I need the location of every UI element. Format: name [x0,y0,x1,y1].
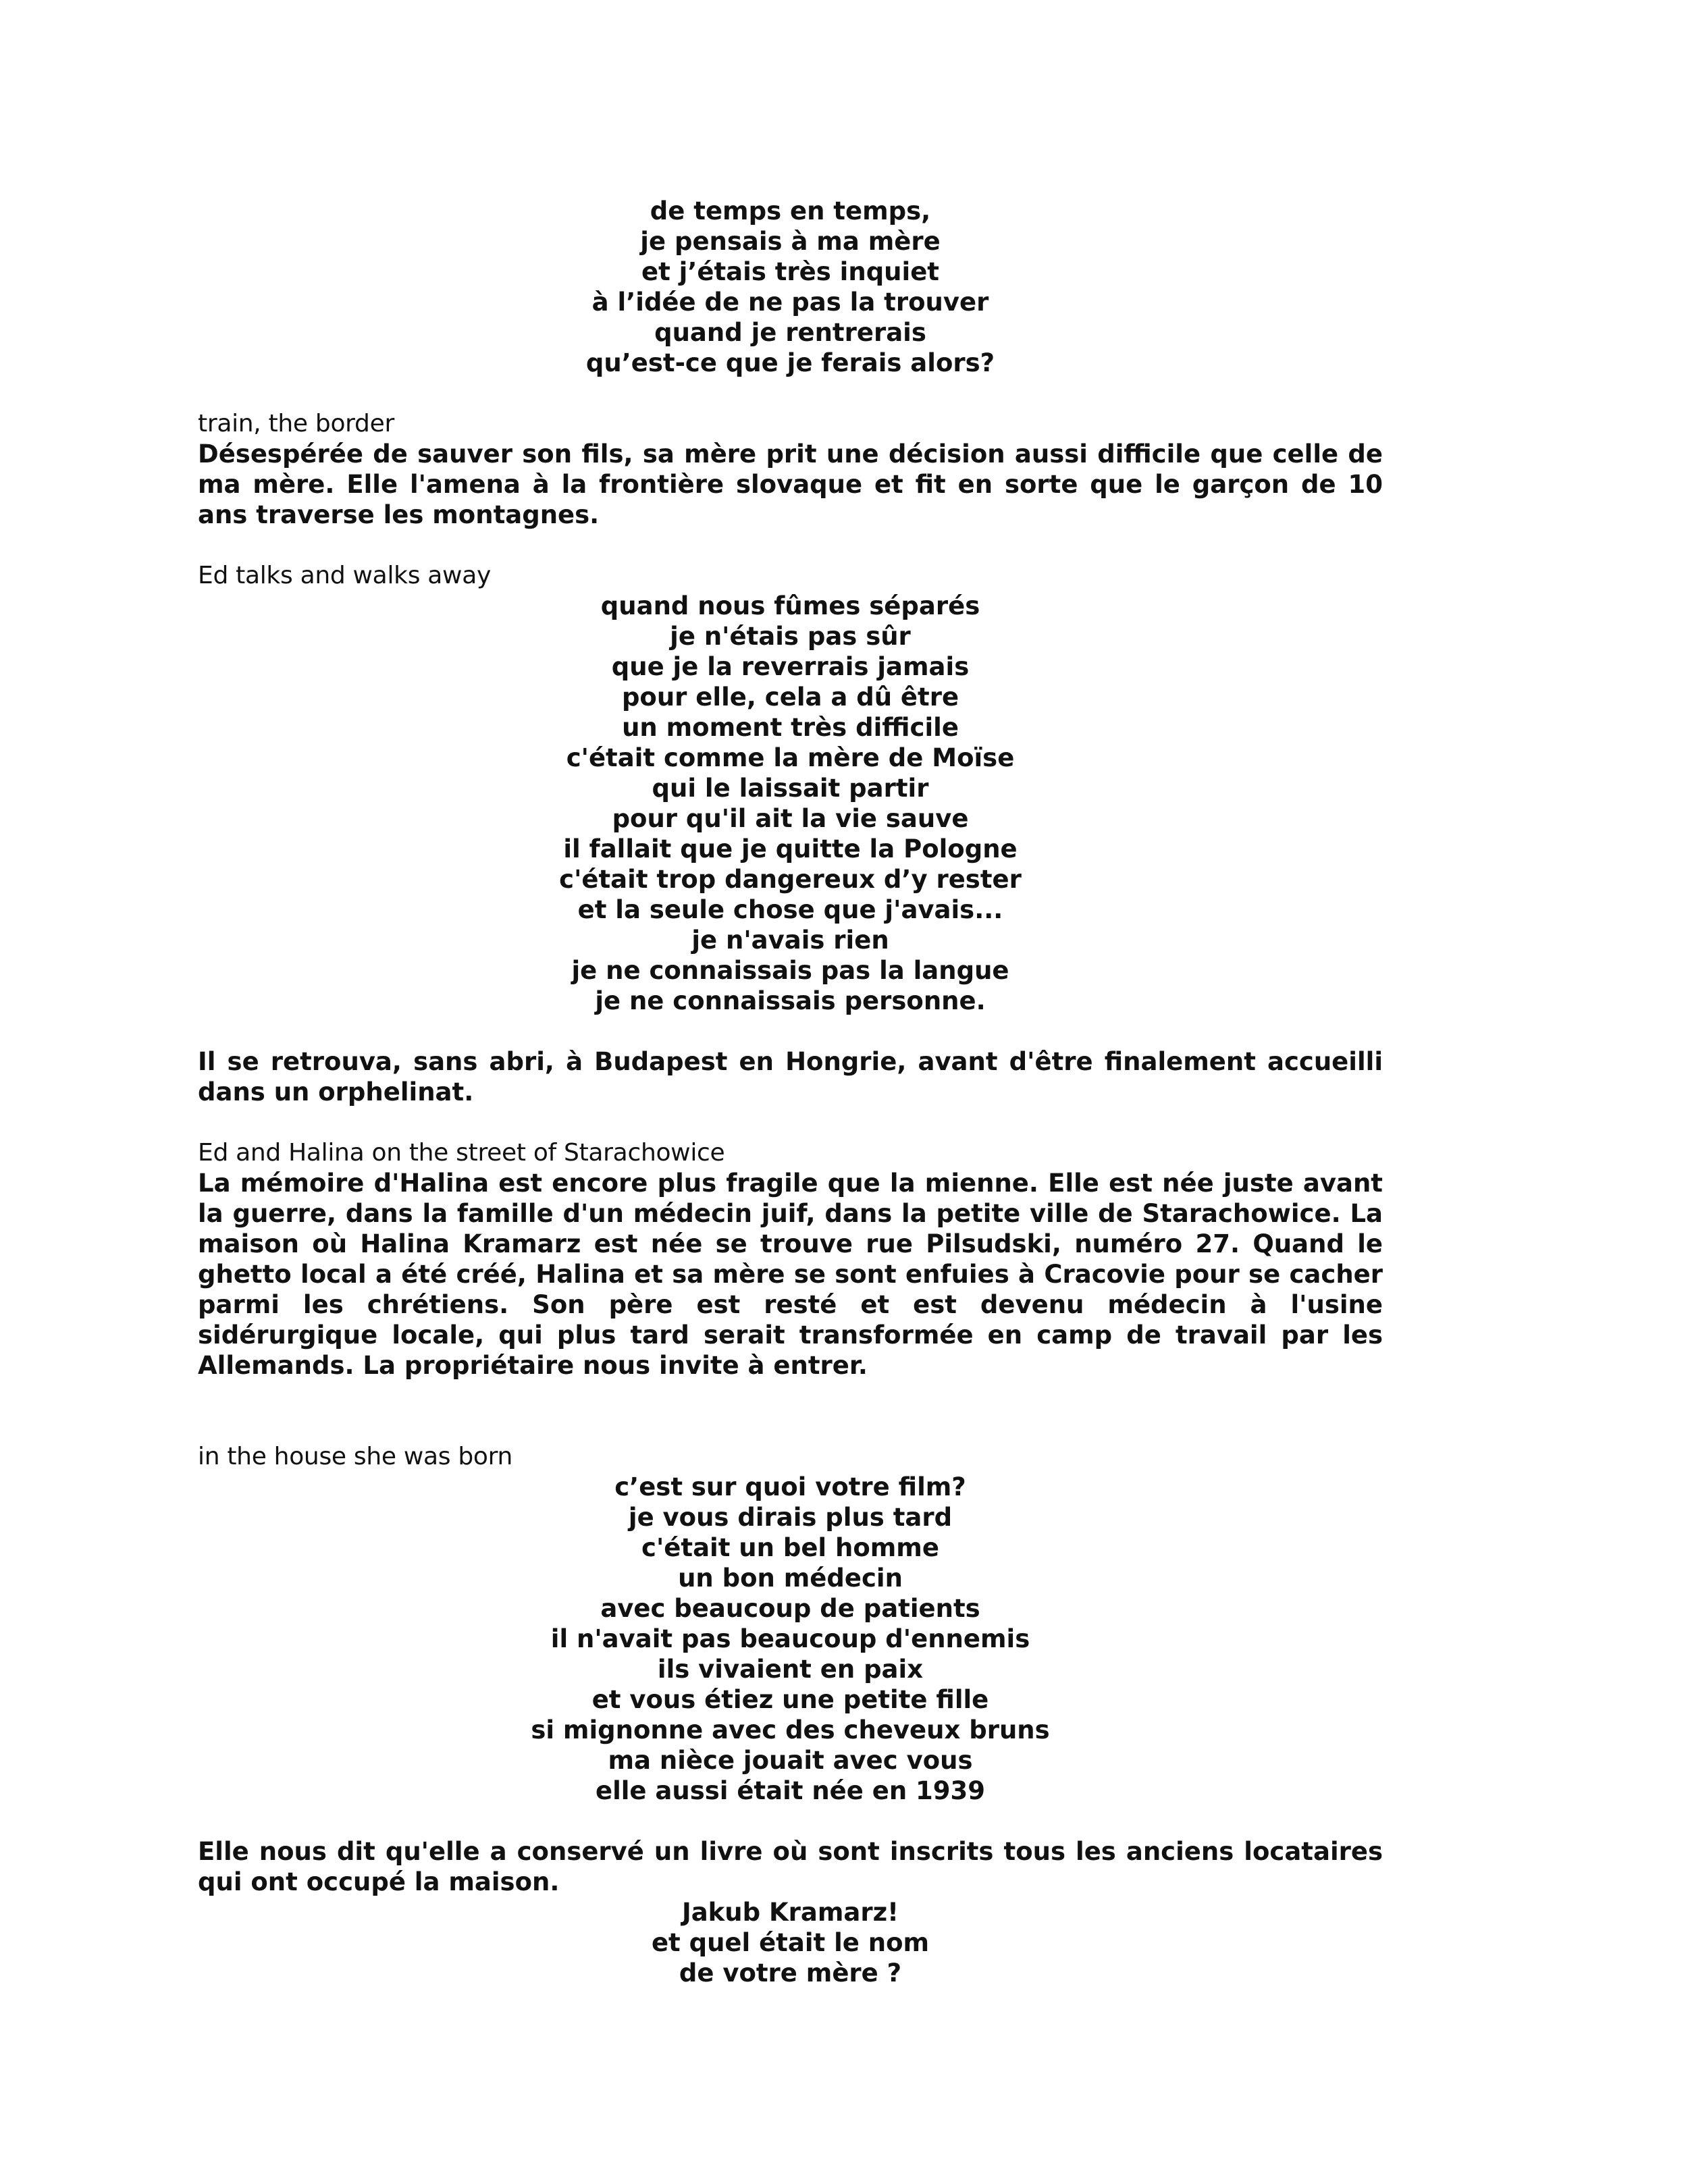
verse-line: un moment très difficile [622,713,959,742]
verse-line: ils vivaient en paix [657,1655,924,1684]
verse-line: et quel était le nom [651,1928,930,1957]
verse-line: je n'étais pas sûr [670,622,911,651]
verse-line: de temps en temps, [650,196,931,225]
verse-line: que je la reverrais jamais [611,652,970,681]
verse-block-1 [198,196,1383,378]
verse-line: pour elle, cela a dû être [621,683,959,712]
verse-line: qu’est-ce que je ferais alors? [585,348,995,377]
narration-paragraph-1: Désespérée de sauver son fils, sa mère prit une décision aussi difficile que celle de ma mère. Elle l'amena à la frontière slovaque et fit en sorte que le garçon de 10 ans traverse les montagnes. [198,440,1383,529]
verse-line: et j’étais très inquiet [641,257,939,286]
verse-line: qui le laissait partir [652,774,929,803]
scene-cue-train: train, the border [198,410,394,437]
verse-block-4 [198,1897,1383,1988]
verse-line: je vous dirais plus tard [628,1503,953,1532]
verse-line: si mignonne avec des cheveux bruns [531,1715,1050,1744]
scene-cue-starachowice-street: Ed and Halina on the street of Starachowice [198,1139,725,1167]
scene-cue-birth-house: in the house she was born [198,1443,513,1470]
verse-line: je ne connaissais pas la langue [571,956,1009,985]
scene-cue-ed-walks: Ed talks and walks away [198,562,491,589]
verse-line: il fallait que je quitte la Pologne [563,834,1018,863]
verse-line: je n'avais rien [691,926,889,955]
verse-line: Jakub Kramarz! [681,1898,899,1927]
verse-block-2 [198,591,1383,1016]
verse-line: de votre mère ? [679,1959,902,1988]
verse-line: quand je rentrerais [654,318,926,347]
verse-line: c'était un bel homme [641,1533,939,1562]
verse-block-3 [198,1472,1383,1806]
verse-line: je ne connaissais personne. [595,986,986,1015]
narration-paragraph-2: Il se retrouva, sans abri, à Budapest en Hongrie, avant d'être finalement accueilli dans un orphelinat. [198,1047,1383,1107]
verse-line: avec beaucoup de patients [600,1594,980,1623]
verse-line: elle aussi était née en 1939 [595,1776,986,1805]
verse-line: et vous étiez une petite fille [591,1685,989,1714]
verse-line: un bon médecin [678,1564,903,1593]
verse-line: ma nièce jouait avec vous [608,1746,973,1775]
verse-line: je pensais à ma mère [640,227,941,256]
verse-line: et la seule chose que j'avais... [577,895,1003,924]
verse-line: c'était trop dangereux d’y rester [559,865,1022,894]
verse-line: pour qu'il ait la vie sauve [612,804,969,833]
document-page [198,196,1383,1988]
narration-paragraph-3: La mémoire d'Halina est encore plus fragile que la mienne. Elle est née juste avant la guerre, dans la famille d'un médecin juif, dans la petite ville de Starachowice. La maison où Halina Kramarz est née se trouve rue Pilsudski, numéro 27. Quand le ghetto local a été créé, Halina et sa mère se sont enfuies à Cracovie pour se cacher parmi les chrétiens. Son père est resté et est devenu médecin à l'usine sidérurgique locale, qui plus tard serait transformée en camp de travail par les Allemands. La propriétaire nous invite à entrer. [198,1169,1383,1380]
verse-line: c'était comme la mère de Moïse [566,743,1015,772]
verse-line: il n'avait pas beaucoup d'ennemis [550,1624,1030,1653]
narration-paragraph-4: Elle nous dit qu'elle a conservé un livre où sont inscrits tous les anciens locataires qui ont occupé la maison. [198,1837,1383,1896]
verse-line: quand nous fûmes séparés [600,591,980,620]
verse-line: à l’idée de ne pas la trouver [591,288,989,317]
verse-line: c’est sur quoi votre film? [614,1472,966,1501]
